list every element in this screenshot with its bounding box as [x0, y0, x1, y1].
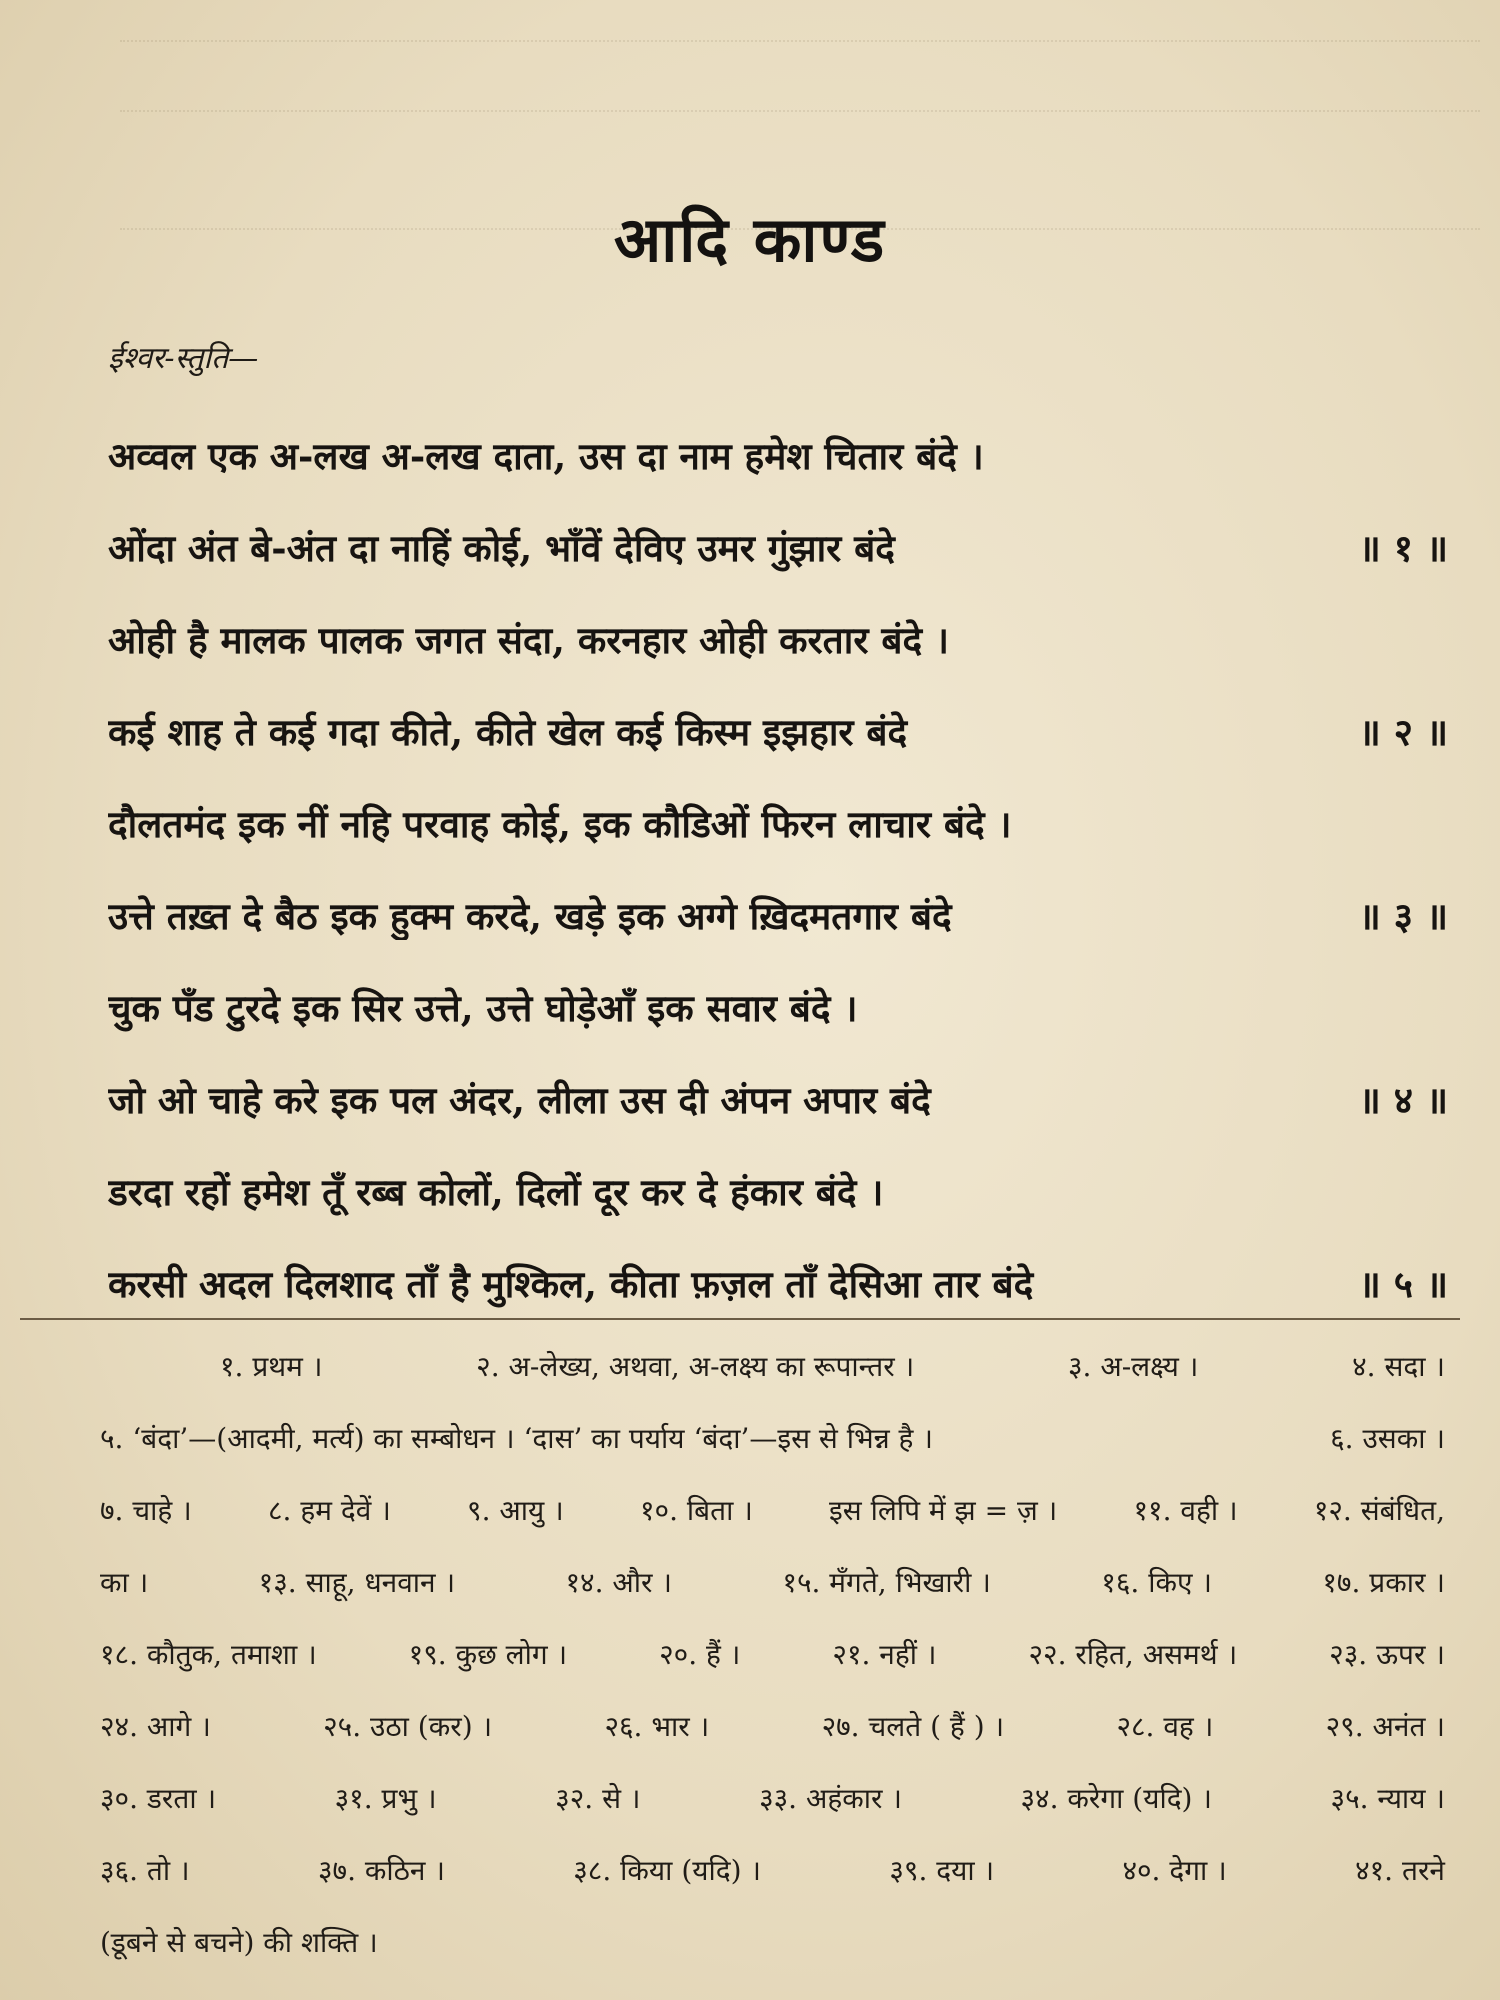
footnote-item: ३. अ-लक्ष्य । — [1067, 1350, 1199, 1383]
footnote-item: २४. आगे । — [100, 1710, 211, 1743]
verse-text: डरदा रहों हमेश तूँ रब्ब कोलों, दिलों दूर कर दे हंकार बंदे । — [108, 1169, 884, 1214]
verse-text: कई शाह ते कई गदा कीते, कीते खेल कई किस्म इझहार बंदे — [108, 709, 908, 754]
footnote-item: ४०. देगा । — [1122, 1854, 1227, 1887]
verse-line — [108, 408, 1448, 500]
footnote-line — [100, 1906, 1445, 1978]
footnote-item: १८. कौतुक, तमाशा । — [100, 1638, 317, 1671]
footnote-item: १७. प्रकार । — [1322, 1566, 1445, 1599]
verse-line — [108, 776, 1448, 868]
section-heading: ईश्वर-स्तुति— — [108, 341, 259, 376]
verse-line — [108, 1144, 1448, 1236]
footnote-item: ३०. डरता । — [100, 1782, 217, 1815]
verse-line — [108, 868, 1448, 960]
verse-text: करसी अदल दिलशाद ताँ है मुश्किल, कीता फ़ज़ल ताँ देसिआ तार बंदे — [108, 1261, 1034, 1306]
footnote-item: १२. संबंधित, — [1313, 1494, 1445, 1527]
footnote-item: २. अ-लेख्य, अथवा, अ-लक्ष्य का रूपान्तर । — [476, 1350, 915, 1383]
verse-line — [108, 1052, 1448, 1144]
footnote-item: ३३. अहंकार । — [759, 1782, 902, 1815]
verse-text: ओंदा अंत बे-अंत दा नाहिं कोई, भाँवें देविए उमर गुंझार बंदे — [108, 525, 895, 570]
footnote-item: ४१. तरने — [1355, 1854, 1445, 1887]
footnote-item: १६. किए । — [1101, 1566, 1212, 1599]
footnote-item: ११. वही । — [1133, 1494, 1238, 1527]
footnote-item: ७. चाहे । — [100, 1494, 192, 1527]
footnote-line — [100, 1474, 1445, 1546]
footnote-line — [100, 1762, 1445, 1834]
verse-line — [108, 960, 1448, 1052]
footnote-item: ८. हम देवें । — [267, 1494, 391, 1527]
footnote-item: ६. उसका । — [1330, 1422, 1445, 1455]
verse-line — [108, 500, 1448, 592]
footnote-item: ३५. न्याय । — [1330, 1782, 1445, 1815]
verse-line — [108, 684, 1448, 776]
footnote-line — [100, 1690, 1445, 1762]
footnote-item: १. प्रथम । — [220, 1350, 323, 1383]
footnote-item: का । — [100, 1566, 149, 1599]
verse-number: ॥ १ ॥ — [1358, 525, 1448, 570]
footnote-item: ३२. से । — [555, 1782, 641, 1815]
footnote-item: ३६. तो । — [100, 1854, 190, 1887]
bleed-through-mark — [120, 110, 1480, 126]
bleed-through-mark — [120, 40, 1480, 56]
verse-number: ॥ ५ ॥ — [1358, 1261, 1448, 1306]
footnote-item: १५. मँगते, भिखारी । — [782, 1566, 991, 1599]
footnote-divider — [20, 1318, 1460, 1320]
verse-text: दौलतमंद इक नीं नहि परवाह कोई, इक कौडिओं फिरन लाचार बंदे । — [108, 801, 1012, 846]
verse-text: अव्वल एक अ-लख अ-लख दाता, उस दा नाम हमेश चितार बंदे । — [108, 433, 984, 478]
verse-text: ओही है मालक पालक जगत संदा, करनहार ओही करतार बंदे । — [108, 617, 950, 662]
verse-block — [108, 408, 1448, 1328]
footnote-item: इस लिपि में झ = ज़ । — [829, 1494, 1058, 1527]
chapter-title: आदि काण्ड — [613, 203, 887, 276]
footnote-item: ३१. प्रभु । — [334, 1782, 437, 1815]
footnotes — [100, 1330, 1445, 1978]
footnote-item: १४. और । — [565, 1566, 672, 1599]
footnote-item: २९. अनंत । — [1325, 1710, 1445, 1743]
footnote-item: ३७. कठिन । — [317, 1854, 445, 1887]
verse-line — [108, 592, 1448, 684]
footnote-item: २१. नहीं । — [832, 1638, 937, 1671]
footnote-line — [100, 1330, 1445, 1402]
footnote-item: ४. सदा । — [1352, 1350, 1445, 1383]
footnote-line — [100, 1618, 1445, 1690]
footnote-item: १०. बिता । — [639, 1494, 753, 1527]
footnote-item: २२. रहित, असमर्थ । — [1028, 1638, 1238, 1671]
verse-number: ॥ २ ॥ — [1358, 709, 1448, 754]
footnote-line — [100, 1834, 1445, 1906]
footnote-item: ३९. दया । — [889, 1854, 995, 1887]
verse-line — [108, 1236, 1448, 1328]
footnote-item: ९. आयु । — [467, 1494, 564, 1527]
footnote-item: २०. हैं । — [659, 1638, 741, 1671]
footnote-item: २३. ऊपर । — [1329, 1638, 1445, 1671]
footnote-item: २८. वह । — [1116, 1710, 1214, 1743]
verse-text: चुक पँड टुरदे इक सिर उत्ते, उत्ते घोड़ेआँ इक सवार बंदे । — [108, 985, 858, 1030]
verse-number: ॥ ४ ॥ — [1358, 1077, 1448, 1122]
verse-text: जो ओ चाहे करे इक पल अंदर, लीला उस दी अंपन अपार बंदे — [108, 1077, 931, 1122]
verse-text: उत्ते तख़्त दे बैठ इक हुक्म करदे, खड़े इक अग्गे ख़िदमतगार बंदे — [108, 893, 952, 938]
verse-number: ॥ ३ ॥ — [1358, 893, 1448, 938]
footnote-line — [100, 1402, 1445, 1474]
footnote-item: ३८. किया (यदि) । — [573, 1854, 762, 1887]
footnote-item: १९. कुछ लोग । — [408, 1638, 568, 1671]
footnote-item: २७. चलते ( हैं ) । — [821, 1710, 1005, 1743]
footnote-item: (डूबने से बचने) की शक्ति । — [100, 1926, 378, 1959]
footnote-item: २५. उठा (कर) । — [323, 1710, 493, 1743]
footnote-item: ३४. करेगा (यदि) । — [1020, 1782, 1212, 1815]
footnote-line — [100, 1546, 1445, 1618]
footnote-item: २६. भार । — [604, 1710, 710, 1743]
footnote-item: ५. ‘बंदा’—(आदमी, मर्त्य) का सम्बोधन । ‘दास’ का पर्याय ‘बंदा’—इस से भिन्न है । — [100, 1422, 933, 1455]
footnote-item: १३. साहू, धनवान । — [258, 1566, 456, 1599]
